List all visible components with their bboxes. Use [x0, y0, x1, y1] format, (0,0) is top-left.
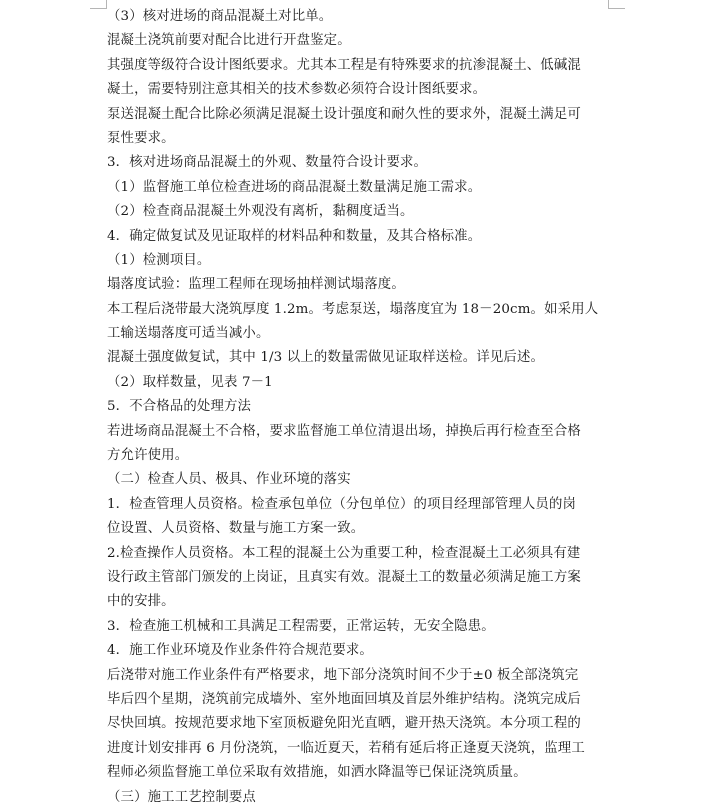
text-line: 其强度等级符合设计图纸要求。尤其本工程是有特殊要求的抗渗混凝土、低碱混 [107, 57, 581, 73]
text-line: 进度计划安排再 6 月份浇筑，一临近夏天，若稍有延后将正逢夏天浇筑，监理工 [107, 740, 585, 756]
text-line: 方允许使用。 [107, 448, 189, 464]
text-line: 3．核对进场商品混凝土的外观、数量符合设计要求。 [107, 155, 428, 171]
text-line: （二）检查人员、极具、作业环境的落实 [107, 472, 351, 488]
text-line: 5．不合格品的处理方法 [107, 399, 252, 415]
text-line: 塌落度试验：监理工程师在现场抽样测试塌落度。 [107, 277, 405, 293]
text-line: 后浇带对施工作业条件有严格要求，地下部分浇筑时间不少于±0 板全部浇筑完 [107, 667, 579, 683]
text-line: 泵性要求。 [107, 130, 175, 146]
text-line: 混凝土浇筑前要对配合比进行开盘鉴定。 [107, 33, 351, 49]
text-line: 4．确定做复试及见证取样的材料品种和数量，及其合格标准。 [107, 228, 482, 244]
text-line: （2）取样数量，见表 7－1 [107, 374, 273, 390]
text-line: 本工程后浇带最大浇筑厚度 1.2m。考虑泵送，塌落度宜为 18－20cm。如采用人 [107, 301, 599, 317]
text-line: 若进场商品混凝土不合格，要求监督施工单位清退出场，掉换后再行检查至合格 [107, 423, 581, 439]
text-line: 泵送混凝土配合比除必须满足混凝土设计强度和耐久性的要求外，混凝土满足可 [107, 106, 581, 122]
text-line: 位设置、人员资格、数量与施工方案一致。 [107, 521, 365, 537]
text-line: （2）检查商品混凝土外观没有离析，黏稠度适当。 [107, 204, 414, 220]
text-line: （3）核对进场的商品混凝土对比单。 [107, 9, 333, 24]
text-line: 4．施工作业环境及作业条件符合规范要求。 [107, 643, 373, 659]
text-line: 3．检查施工机械和工具满足工程需要，正常运转，无安全隐患。 [107, 618, 495, 634]
document-body[interactable] [107, 5, 607, 810]
text-line: （1）检测项目。 [107, 252, 211, 268]
text-line: 设行政主管部门颁发的上岗证，且真实有效。混凝土工的数量必须满足施工方案 [107, 569, 581, 585]
text-line: 中的安排。 [107, 594, 175, 610]
text-line: 凝土，需要特别注意其相关的技术参数必须符合设计图纸要求。 [107, 82, 487, 98]
text-line: （1）监督施工单位检查进场的商品混凝土数量满足施工需求。 [107, 179, 482, 195]
text-line: 工输送塌落度可适当减小。 [107, 326, 270, 342]
text-line: （三）施工工艺控制要点 [107, 789, 256, 805]
crop-mark-left [90, 0, 107, 9]
text-line: 1．检查管理人员资格。检查承包单位（分包单位）的项目经理部管理人员的岗 [107, 496, 577, 512]
text-line: 程师必须监督施工单位采取有效措施，如洒水降温等已保证浇筑质量。 [107, 765, 527, 781]
crop-mark-right [608, 0, 625, 9]
text-line: 尽快回填。按规范要求地下室顶板避免阳光直晒，避开热天浇筑。本分项工程的 [107, 716, 581, 732]
text-line: 2.检查操作人员资格。本工程的混凝土公为重要工种，检查混凝土工必须具有建 [107, 545, 581, 561]
text-line: 混凝土强度做复试，其中 1/3 以上的数量需做见证取样送检。详见后述。 [107, 350, 545, 366]
text-line: 毕后四个星期，浇筑前完成墙外、室外地面回填及首层外维护结构。浇筑完成后 [107, 691, 581, 707]
